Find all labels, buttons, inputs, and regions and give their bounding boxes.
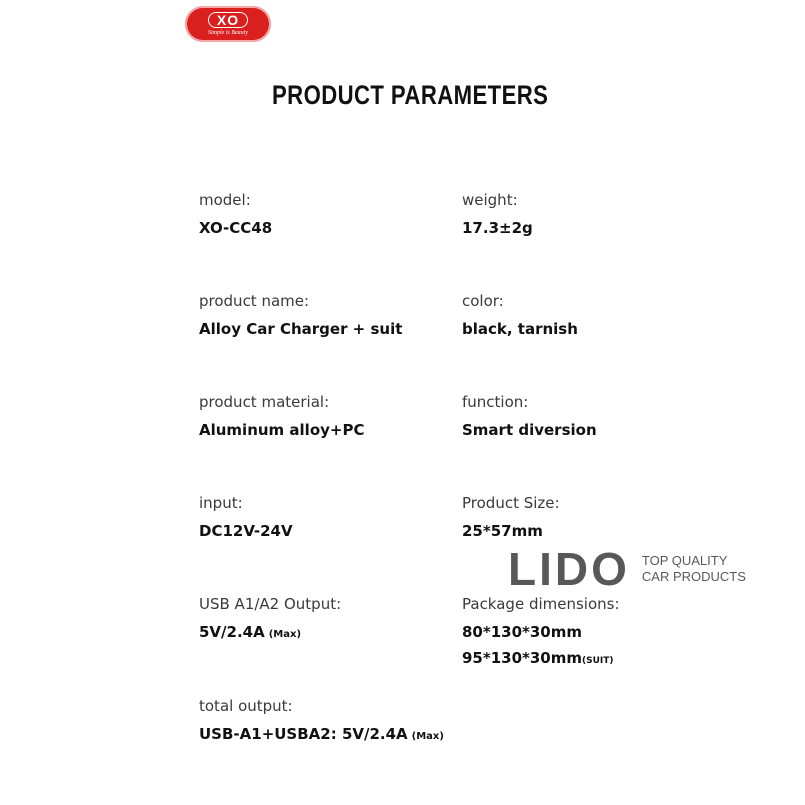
watermark-line-2: CAR PRODUCTS: [641, 569, 746, 584]
param-model: [199, 190, 499, 240]
brand-tagline: Simple is Beauty: [208, 29, 248, 36]
param-label: input:: [199, 494, 243, 512]
param-label: USB A1/A2 Output:: [199, 595, 342, 613]
param-total-output: [199, 696, 619, 749]
param-value-suffix: (Max): [268, 629, 302, 640]
param-value: 25*57mm: [462, 522, 543, 540]
param-value: 80*130*30mm: [462, 623, 583, 641]
param-function: [462, 392, 762, 442]
param-color: [462, 291, 762, 341]
brand-logo: [185, 6, 271, 42]
page-title: PRODUCT PARAMETERS: [272, 80, 549, 110]
param-label: model:: [199, 191, 251, 209]
param-label: product material:: [199, 393, 330, 411]
param-value-row: [199, 620, 499, 647]
param-usb-output: [199, 594, 499, 647]
lido-watermark: [508, 543, 746, 595]
watermark-main: LIDO: [508, 543, 630, 595]
param-label: product name:: [199, 292, 310, 310]
param-value: USB-A1+USBA2: 5V/2.4A: [199, 725, 408, 743]
param-value: Aluminum alloy+PC: [199, 421, 365, 439]
param-value-suffix: (Max): [411, 731, 444, 742]
param-value: 5V/2.4A: [199, 623, 265, 641]
param-product-name: [199, 291, 499, 341]
param-label: Package dimensions:: [462, 595, 620, 613]
param-label: Product Size:: [462, 494, 560, 512]
param-value-row: [462, 646, 762, 673]
param-weight: [462, 190, 762, 240]
param-value: 95*130*30mm: [462, 649, 583, 667]
watermark-line-1: TOP QUALITY: [641, 553, 728, 568]
param-label: weight:: [462, 191, 518, 209]
param-value: Smart diversion: [462, 421, 597, 439]
param-material: [199, 392, 499, 442]
param-value: 17.3±2g: [462, 219, 533, 237]
param-value: black, tarnish: [462, 320, 578, 338]
brand-logo-mark: XO: [208, 12, 248, 28]
watermark-sub: [642, 553, 746, 585]
param-label: total output:: [199, 697, 293, 715]
param-package-dimensions: [462, 594, 762, 673]
param-value: Alloy Car Charger + suit: [199, 320, 403, 338]
param-value-row: [199, 722, 619, 749]
param-value: DC12V-24V: [199, 522, 293, 540]
param-label: color:: [462, 292, 504, 310]
param-label: function:: [462, 393, 529, 411]
param-product-size: [462, 493, 762, 543]
param-value-suffix: (SUIT): [582, 656, 614, 666]
param-input: [199, 493, 499, 543]
param-value: XO-CC48: [199, 219, 273, 237]
